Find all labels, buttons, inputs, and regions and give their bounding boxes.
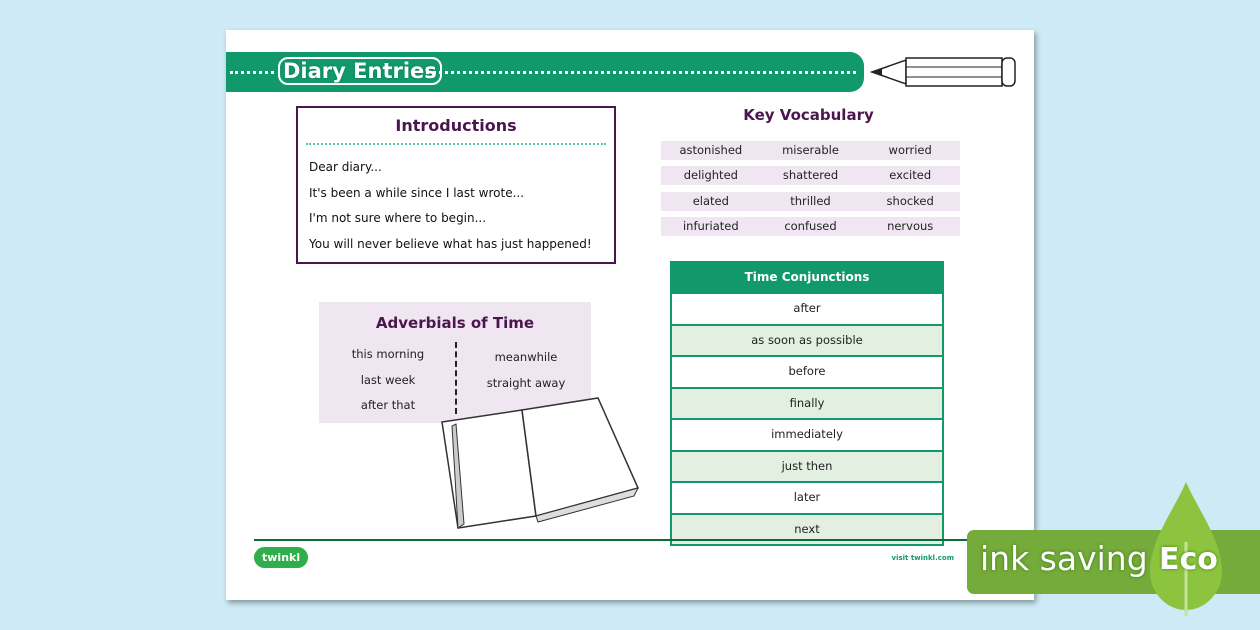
ink-saving-label: ink saving <box>980 539 1148 578</box>
vocabulary-row <box>661 166 960 185</box>
table-header: Time Conjunctions <box>672 263 942 292</box>
twinkl-logo[interactable]: twinkl <box>254 547 308 568</box>
vocabulary-grid <box>661 141 960 242</box>
table-row: after <box>672 292 942 324</box>
visit-link[interactable]: visit twinkl.com <box>891 554 954 562</box>
open-book-illustration <box>438 394 644 530</box>
adverbials-title: Adverbials of Time <box>375 314 535 332</box>
adverbial: straight away <box>486 375 566 390</box>
vocab-word: delighted <box>683 168 738 183</box>
intro-line: It's been a while since I last wrote... <box>309 185 525 200</box>
footer-divider <box>254 539 996 541</box>
adverbial: this morning <box>351 347 425 361</box>
table-row: just then <box>672 450 942 482</box>
time-conjunctions-table <box>670 261 944 546</box>
intro-line: I'm not sure where to begin... <box>309 211 487 225</box>
vocab-word: worried <box>888 143 932 157</box>
worksheet-page <box>226 30 1034 600</box>
vocab-word: elated <box>692 193 729 208</box>
vocab-word: thrilled <box>790 193 831 208</box>
vocab-word: shattered <box>782 168 839 183</box>
pencil-icon <box>870 54 1018 90</box>
wavy-divider <box>306 139 606 145</box>
table-row: immediately <box>672 418 942 450</box>
intro-line: Dear diary... <box>309 160 382 174</box>
table-row: before <box>672 355 942 387</box>
vocabulary-row <box>661 141 960 160</box>
table-row: next <box>672 513 942 545</box>
adverbial: after that <box>360 398 416 412</box>
vocab-word: confused <box>784 218 837 233</box>
intro-line: You will never believe what has just happened! <box>309 236 592 251</box>
vocab-word: nervous <box>887 218 934 233</box>
vocabulary-row <box>661 217 960 236</box>
vocab-word: miserable <box>782 143 839 157</box>
table-body <box>672 292 942 544</box>
dotted-line <box>426 71 856 74</box>
vocab-word: astonished <box>679 143 743 157</box>
vocabulary-title: Key Vocabulary <box>743 106 874 124</box>
vocab-word: shocked <box>886 193 934 208</box>
title-banner <box>226 52 864 92</box>
adverbial: meanwhile <box>494 350 558 364</box>
dotted-line <box>230 71 274 74</box>
vocabulary-row <box>661 192 960 211</box>
vocab-word: excited <box>889 168 932 183</box>
introductions-box <box>296 106 616 264</box>
eco-label: Eco <box>1159 542 1218 577</box>
table-row: later <box>672 481 942 513</box>
table-row: as soon as possible <box>672 324 942 356</box>
page-title: Diary Entries <box>278 57 442 85</box>
table-row: finally <box>672 387 942 419</box>
vocab-word: infuriated <box>682 218 739 233</box>
introductions-title: Introductions <box>395 116 517 135</box>
adverbial: last week <box>360 372 416 387</box>
